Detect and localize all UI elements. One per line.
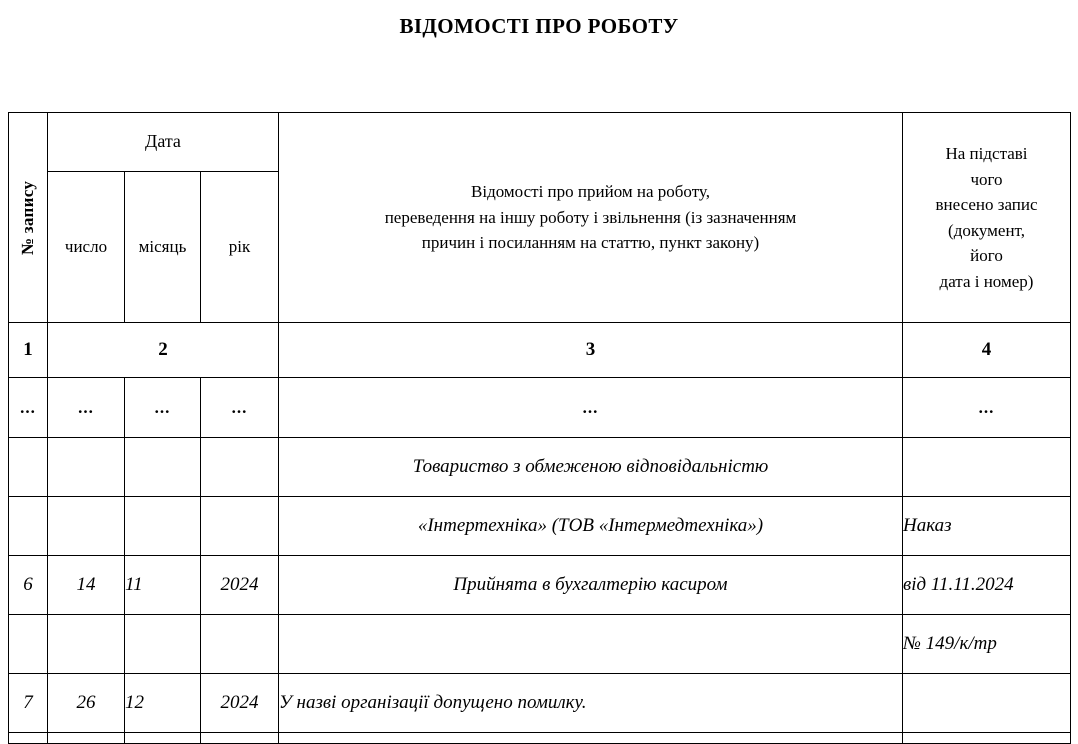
row-main-text: Товариство з обмеженою відповідальністю [279, 438, 903, 497]
column-number-4: 4 [903, 323, 1071, 378]
table-row [9, 497, 1071, 556]
header-basis-line-3: внесено запис [935, 195, 1038, 214]
header-basis-line-1: На підставі [945, 144, 1028, 163]
header-date-year: рік [201, 172, 279, 323]
table-row [9, 615, 1071, 674]
column-number-2: 2 [48, 323, 279, 378]
header-basis-column [903, 113, 1071, 323]
header-basis-line-4: (документ, [948, 220, 1025, 240]
column-number-row [9, 323, 1071, 378]
clipped-cell [903, 733, 1071, 744]
row-basis-text [903, 438, 1071, 497]
row-record-number [9, 497, 48, 556]
header-date-day: число [48, 172, 125, 323]
clipped-cell [279, 733, 903, 744]
row-main-text: У назві організації допущено помилку. [279, 674, 903, 733]
table-row [9, 438, 1071, 497]
row-month [125, 497, 201, 556]
ellipsis-day: ... [48, 378, 125, 438]
ellipsis-year: ... [201, 378, 279, 438]
ellipsis-main: ... [279, 378, 903, 438]
ellipsis-record-number: ... [9, 378, 48, 438]
row-year [201, 497, 279, 556]
row-basis-text [903, 674, 1071, 733]
page-title: ВІДОМОСТІ ПРО РОБОТУ [399, 14, 679, 38]
row-year: 2024 [201, 674, 279, 733]
ellipsis-month: ... [125, 378, 201, 438]
row-record-number: 7 [9, 674, 48, 733]
row-main-text: Прийнята в бухгалтерію касиром [279, 556, 903, 615]
column-number-3: 3 [279, 323, 903, 378]
row-main-text: «Інтертехніка» (ТОВ «Інтермедтехніка») [279, 497, 903, 556]
row-day [48, 615, 125, 674]
row-basis-text: Наказ [903, 497, 1071, 556]
table-header-row-top [9, 113, 1071, 172]
header-date-month: місяць [125, 172, 201, 323]
row-month: 12 [125, 674, 201, 733]
row-record-number [9, 615, 48, 674]
table-row [9, 674, 1071, 733]
header-record-number-label: № запису [17, 180, 37, 255]
row-record-number [9, 438, 48, 497]
header-basis-line-5: його [970, 246, 1003, 265]
row-record-number: 6 [9, 556, 48, 615]
row-year [201, 615, 279, 674]
row-day: 14 [48, 556, 125, 615]
ellipsis-row [9, 378, 1071, 438]
clipped-cell [125, 733, 201, 744]
header-date-group: Дата [48, 113, 279, 172]
clipped-cell [9, 733, 48, 744]
table-row [9, 556, 1071, 615]
table-row-clipped [9, 733, 1071, 744]
row-basis-text: № 149/к/тр [903, 615, 1071, 674]
row-day [48, 438, 125, 497]
row-day [48, 497, 125, 556]
row-basis-text: від 11.11.2024 [903, 556, 1071, 615]
row-month [125, 438, 201, 497]
row-month: 11 [125, 556, 201, 615]
row-day: 26 [48, 674, 125, 733]
clipped-cell [48, 733, 125, 744]
ellipsis-basis: ... [903, 378, 1071, 438]
header-basis-line-6: дата і номер) [939, 271, 1034, 291]
row-year: 2024 [201, 556, 279, 615]
header-basis-line-2: чого [970, 169, 1003, 189]
row-month [125, 615, 201, 674]
header-main-column [279, 113, 903, 323]
work-records-table [8, 112, 1071, 744]
header-record-number [9, 113, 48, 323]
row-main-text [279, 615, 903, 674]
header-main-line-2: переведення на іншу роботу і звільнення (із зазначенням [384, 207, 797, 227]
header-main-line-1: Відомості про прийом на роботу, [471, 181, 710, 201]
clipped-cell [201, 733, 279, 744]
header-main-line-3: причин і посиланням на статтю, пункт закону) [421, 233, 760, 253]
column-number-1: 1 [9, 323, 48, 378]
row-year [201, 438, 279, 497]
